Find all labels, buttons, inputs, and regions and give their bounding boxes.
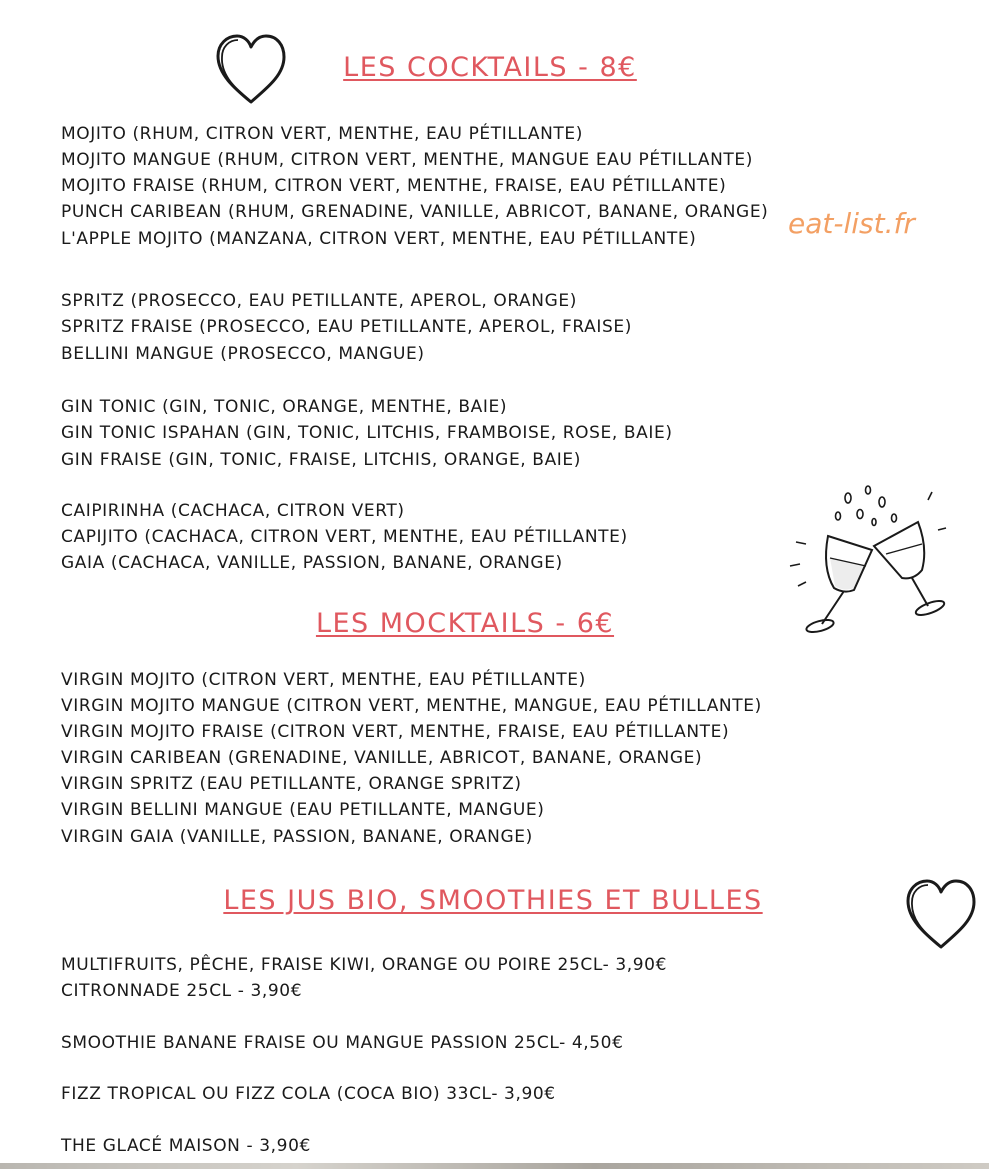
section-title-mocktails: LES MOCKTAILS - 6€ [315, 608, 615, 639]
menu-item: MULTIFRUITS, PÊCHE, FRAISE KIWI, ORANGE OU POIRE 25CL- 3,90€ [61, 955, 668, 975]
menu-item: VIRGIN MOJITO FRAISE (CITRON VERT, MENTHE, FRAISE, EAU PÉTILLANTE) [61, 722, 730, 742]
menu-item: VIRGIN SPRITZ (EAU PETILLANTE, ORANGE SPRITZ) [61, 774, 522, 794]
menu-item: SMOOTHIE BANANE FRAISE OU MANGUE PASSION 25CL- 4,50€ [61, 1033, 624, 1053]
menu-item: VIRGIN MOJITO (CITRON VERT, MENTHE, EAU PÉTILLANTE) [61, 670, 586, 690]
menu-item: BELLINI MANGUE (PROSECCO, MANGUE) [61, 344, 425, 364]
section-title-cocktails: LES COCKTAILS - 8€ [343, 52, 637, 83]
menu-item: VIRGIN GAIA (VANILLE, PASSION, BANANE, ORANGE) [61, 827, 533, 847]
menu-item: GAIA (CACHACA, VANILLE, PASSION, BANANE, ORANGE) [61, 553, 563, 573]
menu-item: L'APPLE MOJITO (MANZANA, CITRON VERT, MENTHE, EAU PÉTILLANTE) [61, 229, 697, 249]
watermark: eat-list.fr [788, 207, 915, 240]
menu-item: CITRONNADE 25CL - 3,90€ [61, 981, 303, 1001]
menu-item: SPRITZ FRAISE (PROSECCO, EAU PETILLANTE, APEROL, FRAISE) [61, 317, 632, 337]
section-title-juices: LES JUS BIO, SMOOTHIES ET BULLES [223, 885, 763, 916]
menu-item: SPRITZ (PROSECCO, EAU PETILLANTE, APEROL, ORANGE) [61, 291, 577, 311]
menu-item: THE GLACÉ MAISON - 3,90€ [61, 1136, 311, 1156]
menu-item: GIN TONIC ISPAHAN (GIN, TONIC, LITCHIS, FRAMBOISE, ROSE, BAIE) [61, 423, 673, 443]
menu-item: MOJITO (RHUM, CITRON VERT, MENTHE, EAU PÉTILLANTE) [61, 124, 583, 144]
menu-item: MOJITO FRAISE (RHUM, CITRON VERT, MENTHE, FRAISE, EAU PÉTILLANTE) [61, 176, 727, 196]
menu-item: VIRGIN BELLINI MANGUE (EAU PETILLANTE, MANGUE) [61, 800, 545, 820]
menu-item: PUNCH CARIBEAN (RHUM, GRENADINE, VANILLE, ABRICOT, BANANE, ORANGE) [61, 202, 769, 222]
menu-item: VIRGIN MOJITO MANGUE (CITRON VERT, MENTHE, MANGUE, EAU PÉTILLANTE) [61, 696, 762, 716]
menu-item: MOJITO MANGUE (RHUM, CITRON VERT, MENTHE, MANGUE EAU PÉTILLANTE) [61, 150, 753, 170]
menu-item: GIN FRAISE (GIN, TONIC, FRAISE, LITCHIS, ORANGE, BAIE) [61, 450, 581, 470]
photo-edge-strip [0, 1163, 989, 1169]
menu-item: VIRGIN CARIBEAN (GRENADINE, VANILLE, ABRICOT, BANANE, ORANGE) [61, 748, 703, 768]
menu-item: GIN TONIC (GIN, TONIC, ORANGE, MENTHE, BAIE) [61, 397, 508, 417]
heart-icon [902, 875, 980, 953]
menu-item: FIZZ TROPICAL OU FIZZ COLA (COCA BIO) 33CL- 3,90€ [61, 1084, 556, 1104]
menu-item: CAIPIRINHA (CACHACA, CITRON VERT) [61, 501, 405, 521]
menu-item: CAPIJITO (CACHACA, CITRON VERT, MENTHE, EAU PÉTILLANTE) [61, 527, 628, 547]
